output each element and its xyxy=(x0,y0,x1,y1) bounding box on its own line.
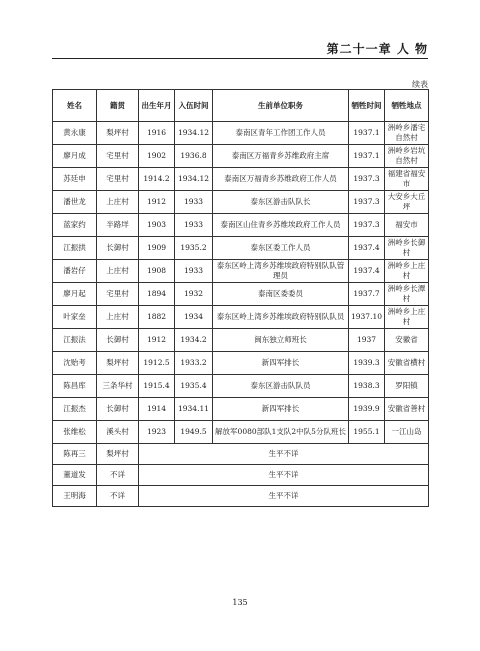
cell-death-time: 1937.7 xyxy=(349,283,385,306)
cell-birth: 1909 xyxy=(139,237,175,260)
continued-label: 续表 xyxy=(412,80,428,89)
cell-death-place: 大安乡大丘坪 xyxy=(385,191,429,214)
cell-name: 陈昌库 xyxy=(53,375,97,398)
cell-position: 泰南区委委员 xyxy=(213,283,349,306)
cell-origin: 上庄村 xyxy=(97,306,139,329)
cell-origin: 上庄村 xyxy=(97,191,139,214)
cell-death-place: 洲岭乡岩坑自然村 xyxy=(385,145,429,168)
cell-death-place: 罗阳镇 xyxy=(385,375,429,398)
header-birth: 出生年月 xyxy=(139,90,175,122)
cell-death-place: 福安市 xyxy=(385,214,429,237)
cell-unknown: 生平不详 xyxy=(139,465,429,486)
cell-death-time: 1937.3 xyxy=(349,214,385,237)
cell-enlist: 1934.12 xyxy=(175,122,213,145)
cell-enlist: 1949.5 xyxy=(175,421,213,444)
cell-origin: 不详 xyxy=(97,465,139,486)
cell-death-place: 福建省福安市 xyxy=(385,168,429,191)
cell-position: 闽东独立师班长 xyxy=(213,329,349,352)
cell-death-time: 1937 xyxy=(349,329,385,352)
cell-unknown: 生平不详 xyxy=(139,444,429,465)
table-row xyxy=(53,329,429,352)
header-origin: 籍贯 xyxy=(97,90,139,122)
cell-name: 江振杰 xyxy=(53,398,97,421)
cell-death-time: 1937.1 xyxy=(349,145,385,168)
header-position: 生前单位职务 xyxy=(213,90,349,122)
cell-death-time: 1937.1 xyxy=(349,122,385,145)
cell-death-time: 1938.3 xyxy=(349,375,385,398)
cell-name: 叶家垒 xyxy=(53,306,97,329)
cell-death-time: 1939.9 xyxy=(349,398,385,421)
cell-name: 苏廷申 xyxy=(53,168,97,191)
cell-birth: 1916 xyxy=(139,122,175,145)
table-row xyxy=(53,145,429,168)
cell-name: 王明海 xyxy=(53,486,97,507)
cell-position: 新四军排长 xyxy=(213,398,349,421)
table-row xyxy=(53,168,429,191)
cell-death-place: 洲岭乡上庄村 xyxy=(385,306,429,329)
cell-position: 泰南区山住青乡苏维埃政府工作人员 xyxy=(213,214,349,237)
cell-name: 潘岩仔 xyxy=(53,260,97,283)
table-row xyxy=(53,122,429,145)
cell-enlist: 1933.2 xyxy=(175,352,213,375)
cell-enlist: 1934.12 xyxy=(175,168,213,191)
table-row xyxy=(53,421,429,444)
cell-enlist: 1934.2 xyxy=(175,329,213,352)
cell-name: 潘世龙 xyxy=(53,191,97,214)
cell-enlist: 1935.4 xyxy=(175,375,213,398)
table-row xyxy=(53,283,429,306)
cell-name: 江振法 xyxy=(53,329,97,352)
header-rule xyxy=(52,58,428,59)
cell-origin: 宅里村 xyxy=(97,168,139,191)
cell-death-time: 1937.10 xyxy=(349,306,385,329)
cell-birth: 1902 xyxy=(139,145,175,168)
cell-origin: 长御村 xyxy=(97,329,139,352)
cell-origin: 溪头村 xyxy=(97,421,139,444)
cell-death-place: 洲岭乡上庄村 xyxy=(385,260,429,283)
cell-position: 解放军0080部队1支队2中队5分队班长 xyxy=(213,421,349,444)
cell-origin: 上庄村 xyxy=(97,260,139,283)
cell-birth: 1914 xyxy=(139,398,175,421)
table-row xyxy=(53,444,429,465)
cell-death-place: 洲岭乡潘宅自然村 xyxy=(385,122,429,145)
cell-origin: 三条华村 xyxy=(97,375,139,398)
table-row xyxy=(53,237,429,260)
cell-birth: 1923 xyxy=(139,421,175,444)
cell-birth: 1908 xyxy=(139,260,175,283)
cell-name: 董道发 xyxy=(53,465,97,486)
cell-position: 泰南区青年工作团工作人员 xyxy=(213,122,349,145)
cell-position: 新四军排长 xyxy=(213,352,349,375)
cell-name: 陈再三 xyxy=(53,444,97,465)
table-row xyxy=(53,375,429,398)
martyrs-table xyxy=(52,89,429,507)
cell-name: 廖月成 xyxy=(53,145,97,168)
cell-position: 泰南区万福青乡苏维政府主席 xyxy=(213,145,349,168)
table-row xyxy=(53,191,429,214)
cell-death-time: 1937.4 xyxy=(349,237,385,260)
cell-enlist: 1933 xyxy=(175,260,213,283)
cell-enlist: 1933 xyxy=(175,191,213,214)
cell-name: 沈贻考 xyxy=(53,352,97,375)
cell-death-time: 1937.3 xyxy=(349,191,385,214)
cell-death-time: 1937.4 xyxy=(349,260,385,283)
table-row xyxy=(53,306,429,329)
cell-birth: 1914.2 xyxy=(139,168,175,191)
header-enlist: 入伍时间 xyxy=(175,90,213,122)
cell-birth: 1912 xyxy=(139,329,175,352)
cell-origin: 不详 xyxy=(97,486,139,507)
cell-name: 张维松 xyxy=(53,421,97,444)
cell-name: 蓝家约 xyxy=(53,214,97,237)
cell-position: 泰东区岭上湾乡苏维埃政府特别队队员 xyxy=(213,306,349,329)
table-header-row xyxy=(53,90,429,122)
cell-enlist: 1935.2 xyxy=(175,237,213,260)
cell-enlist: 1934 xyxy=(175,306,213,329)
cell-origin: 梨坪村 xyxy=(97,122,139,145)
cell-death-place: 安徽省横村 xyxy=(385,352,429,375)
cell-enlist: 1934.11 xyxy=(175,398,213,421)
cell-unknown: 生平不详 xyxy=(139,486,429,507)
cell-name: 廖月起 xyxy=(53,283,97,306)
cell-birth: 1903 xyxy=(139,214,175,237)
chapter-title: 第二十一章 人 物 xyxy=(326,42,428,56)
cell-birth: 1882 xyxy=(139,306,175,329)
cell-birth: 1915.4 xyxy=(139,375,175,398)
cell-position: 泰东区岭上湾乡苏维埃政府特别队队管理员 xyxy=(213,260,349,283)
cell-origin: 梨坪村 xyxy=(97,444,139,465)
table-row xyxy=(53,398,429,421)
table-row xyxy=(53,214,429,237)
cell-origin: 长御村 xyxy=(97,398,139,421)
cell-position: 泰东区游击队队长 xyxy=(213,191,349,214)
header-name: 姓名 xyxy=(53,90,97,122)
table-row xyxy=(53,465,429,486)
page-number: 135 xyxy=(232,598,248,607)
cell-death-place: 洲岭乡长潭村 xyxy=(385,283,429,306)
cell-death-place: 一江山岛 xyxy=(385,421,429,444)
cell-birth: 1894 xyxy=(139,283,175,306)
cell-death-time: 1937.3 xyxy=(349,168,385,191)
cell-origin: 梨坪村 xyxy=(97,352,139,375)
cell-death-time: 1955.1 xyxy=(349,421,385,444)
header-death-place: 牺牲地点 xyxy=(385,90,429,122)
table-row xyxy=(53,260,429,283)
table-row xyxy=(53,486,429,507)
cell-name: 江振拱 xyxy=(53,237,97,260)
cell-death-place: 安徽省善村 xyxy=(385,398,429,421)
cell-enlist: 1936.8 xyxy=(175,145,213,168)
cell-death-time: 1939.3 xyxy=(349,352,385,375)
cell-origin: 宅里村 xyxy=(97,283,139,306)
cell-enlist: 1933 xyxy=(175,214,213,237)
cell-birth: 1912 xyxy=(139,191,175,214)
cell-position: 泰南区万福青乡苏维政府工作人员 xyxy=(213,168,349,191)
cell-death-place: 安徽省 xyxy=(385,329,429,352)
cell-position: 泰东区游击队队员 xyxy=(213,375,349,398)
cell-position: 泰东区委工作人员 xyxy=(213,237,349,260)
cell-death-place: 洲岭乡长御村 xyxy=(385,237,429,260)
cell-origin: 半路垟 xyxy=(97,214,139,237)
cell-name: 黄永康 xyxy=(53,122,97,145)
cell-origin: 长御村 xyxy=(97,237,139,260)
table-row xyxy=(53,352,429,375)
cell-origin: 宅里村 xyxy=(97,145,139,168)
cell-birth: 1912.5 xyxy=(139,352,175,375)
cell-enlist: 1932 xyxy=(175,283,213,306)
header-death-time: 牺牲时间 xyxy=(349,90,385,122)
